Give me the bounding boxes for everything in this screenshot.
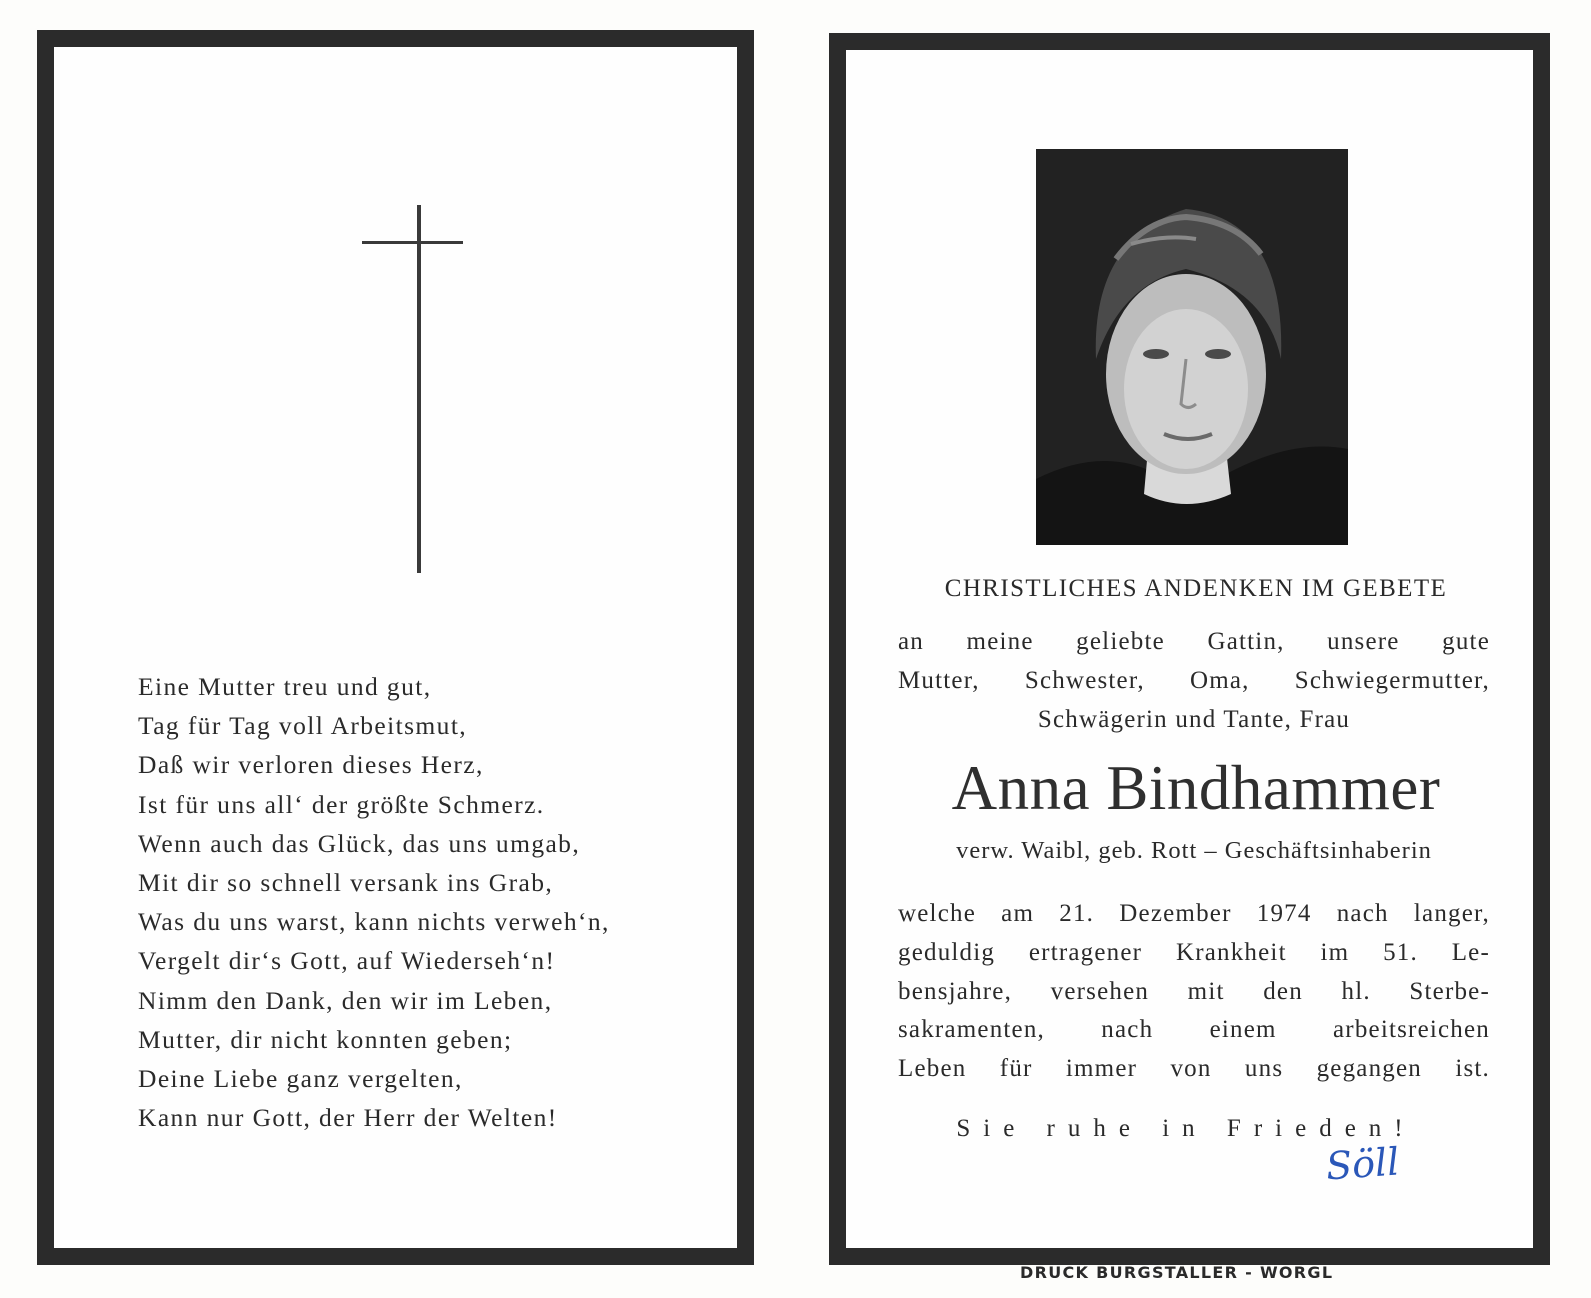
deceased-name: Anna Bindhammer [951,753,1441,823]
poem-line: Kann nur Gott, der Herr der Welten! [138,1103,558,1133]
left-card [37,30,754,1265]
deceased-subtitle: verw. Waibl, geb. Rott – Geschäftsinhaberin [956,837,1432,864]
poem-line: Eine Mutter treu und gut, [138,672,432,701]
poem-line: Was du uns warst, kann nichts verweh‘n, [138,907,610,937]
handwritten-signature: Söll [1324,1139,1401,1189]
obituary-line: Leben für immer von uns gegangen ist. [898,1055,1490,1083]
poem-line: Deine Liebe ganz vergelten, [138,1063,463,1093]
poem-line: Ist für uns all‘ der größte Schmerz. [138,789,545,819]
poem-line: Daß wir verloren dieses Herz, [138,750,484,780]
poem [138,667,738,1137]
poem-line: Mit dir so schnell versank ins Grab, [138,867,554,897]
poem-line: Mutter, dir nicht konnten geben; [138,1024,513,1054]
obituary-line: sakramenten, nach einem arbeitsreichen [898,1016,1490,1044]
poem-line: Nimm den Dank, den wir im Leben, [138,985,553,1015]
right-card [829,33,1550,1265]
obituary-line: bensjahre, versehen mit den hl. Sterbe- [898,977,1490,1005]
intro-line: Mutter, Schwester, Oma, Schwiegermutter, [898,666,1490,694]
poem-line: Tag für Tag voll Arbeitsmut, [138,711,468,741]
cross-icon-bar [362,241,463,244]
portrait-photo [1036,149,1348,545]
portrait-illustration [1036,149,1348,545]
obituary-text [898,895,1490,1089]
intro-line: an meine geliebte Gattin, unsere gute [898,628,1490,655]
intro-line: Schwägerin und Tante, Frau [1037,705,1351,733]
cross-icon [417,205,421,573]
obituary-line: welche am 21. Dezember 1974 nach langer, [898,900,1490,927]
poem-line: Vergelt dir‘s Gott, auf Wiederseh‘n! [138,946,556,976]
poem-line: Wenn auch das Glück, das uns umgab, [138,828,581,858]
intro-text [898,623,1490,739]
memorial-heading: CHRISTLICHES ANDENKEN IM GEBETE [944,575,1448,602]
rest-in-peace: Sie ruhe in Frieden! [956,1115,1416,1142]
obituary-line: geduldig ertragener Krankheit im 51. Le- [898,938,1490,966]
printer-imprint: DRUCK BURGSTALLER - WÖRGL [1020,1263,1334,1282]
